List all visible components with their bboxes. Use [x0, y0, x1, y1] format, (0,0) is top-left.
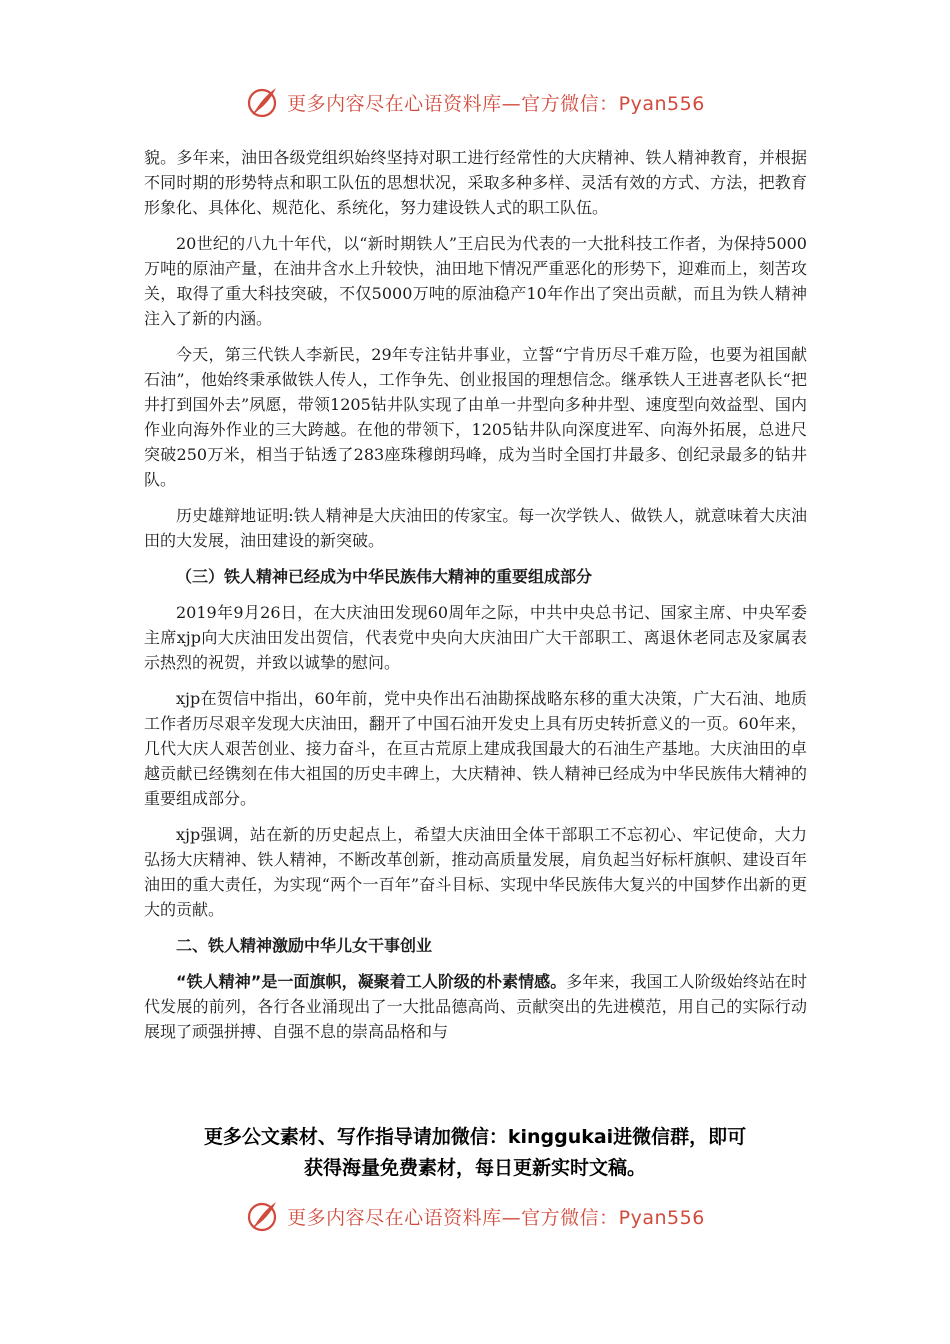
promo-line: 获得海量免费素材，每日更新实时文稿。 [303, 1157, 646, 1179]
feather-logo-icon [245, 1198, 281, 1234]
promo-line: 更多公文素材、写作指导请加微信：kinggukai进微信群，即可 [203, 1126, 747, 1148]
paragraph: 2019年9月26日，在大庆油田发现60周年之际，中共中央总书记、国家主席、中央军委主席xjp向大庆油田发出贺信，代表党中央向大庆油田广大干部职工、离退休老同志及家属表示热烈的祝贺，并致以诚挚的慰问。 [144, 603, 807, 672]
section-heading: 二、铁人精神激励中华儿女干事创业 [176, 936, 433, 955]
paragraph: 20世纪的八九十年代，以“新时期铁人”王启民为代表的一大批科技工作者，为保持5000万吨的原油产量，在油井含水上升较快，油田地下情况严重恶化的形势下，迎难而上，刻苦攻关，取得了重大科技突破，不仅5000万吨的原油稳产10年作出了突出贡献，而且为铁人精神注入了新的内涵。 [144, 234, 807, 328]
paragraph: 历史雄辩地证明:铁人精神是大庆油田的传家宝。每一次学铁人、做铁人，就意味着大庆油田的大发展，油田建设的新突破。 [144, 506, 807, 550]
feather-logo-icon [245, 84, 281, 120]
paragraph: 今天，第三代铁人李新民，29年专注钻井事业，立誓“宁肯历尽千难万险，也要为祖国献石油”，他始终秉承做铁人传人，工作争先、创业报国的理想信念。继承铁人王进喜老队长“把井打到国外去”夙愿，带领1205钻井队实现了由单一井型向多种井型、速度型向效益型、国内作业向海外作业的三大跨越。在他的带领下，1205钻井队向深度进军、向海外拓展，总进尺突破250万米，相当于钻透了283座珠穆朗玛峰，成为当时全国打井最多、创纪录最多的钻井队。 [144, 345, 807, 489]
section-heading: （三）铁人精神已经成为中华民族伟大精神的重要组成部分 [176, 567, 593, 586]
document-body [144, 145, 807, 1055]
paragraph: xjp强调，站在新的历史起点上，希望大庆油田全体干部职工不忘初心、牢记使命，大力弘扬大庆精神、铁人精神，不断改革创新，推动高质量发展，肩负起当好标杆旗帜、建设百年油田的重大责任，为实现“两个一百年”奋斗目标、实现中华民族伟大复兴的中国梦作出新的更大的贡献。 [144, 825, 807, 919]
banner-text: 更多内容尽在心语资料库—官方微信：Pyan556 [287, 1206, 705, 1229]
paragraph [144, 969, 807, 1044]
paragraph-text: 多年来，我国工人阶级始终站在时代发展的前列，各行各业涌现出了一大批品德高尚、贡献突出的先进模范，用自己的实际行动展现了顽强拼搏、自强不息的崇高品格和与 [144, 972, 807, 1041]
promo-notice [0, 1122, 950, 1184]
paragraph: xjp在贺信中指出，60年前，党中央作出石油勘探战略东移的重大决策，广大石油、地质工作者历尽艰辛发现大庆油田，翻开了中国石油开发史上具有历史转折意义的一页。60年来，几代大庆人艰苦创业、接力奋斗，在亘古荒原上建成我国最大的石油生产基地。大庆油田的卓越贡献已经镌刻在伟大祖国的历史丰碑上，大庆精神、铁人精神已经成为中华民族伟大精神的重要组成部分。 [144, 689, 807, 808]
banner-text: 更多内容尽在心语资料库—官方微信：Pyan556 [287, 92, 705, 115]
paragraph: 貌。多年来，油田各级党组织始终坚持对职工进行经常性的大庆精神、铁人精神教育，并根据不同时期的形势特点和职工队伍的思想状况，采取多种多样、灵活有效的方式、方法，把教育形象化、具体化、规范化、系统化，努力建设铁人式的职工队伍。 [144, 148, 807, 217]
header-banner [0, 82, 950, 122]
footer-banner [0, 1196, 950, 1236]
bold-lead-sentence: “铁人精神”是一面旗帜，凝聚着工人阶级的朴素情感。 [176, 972, 567, 991]
